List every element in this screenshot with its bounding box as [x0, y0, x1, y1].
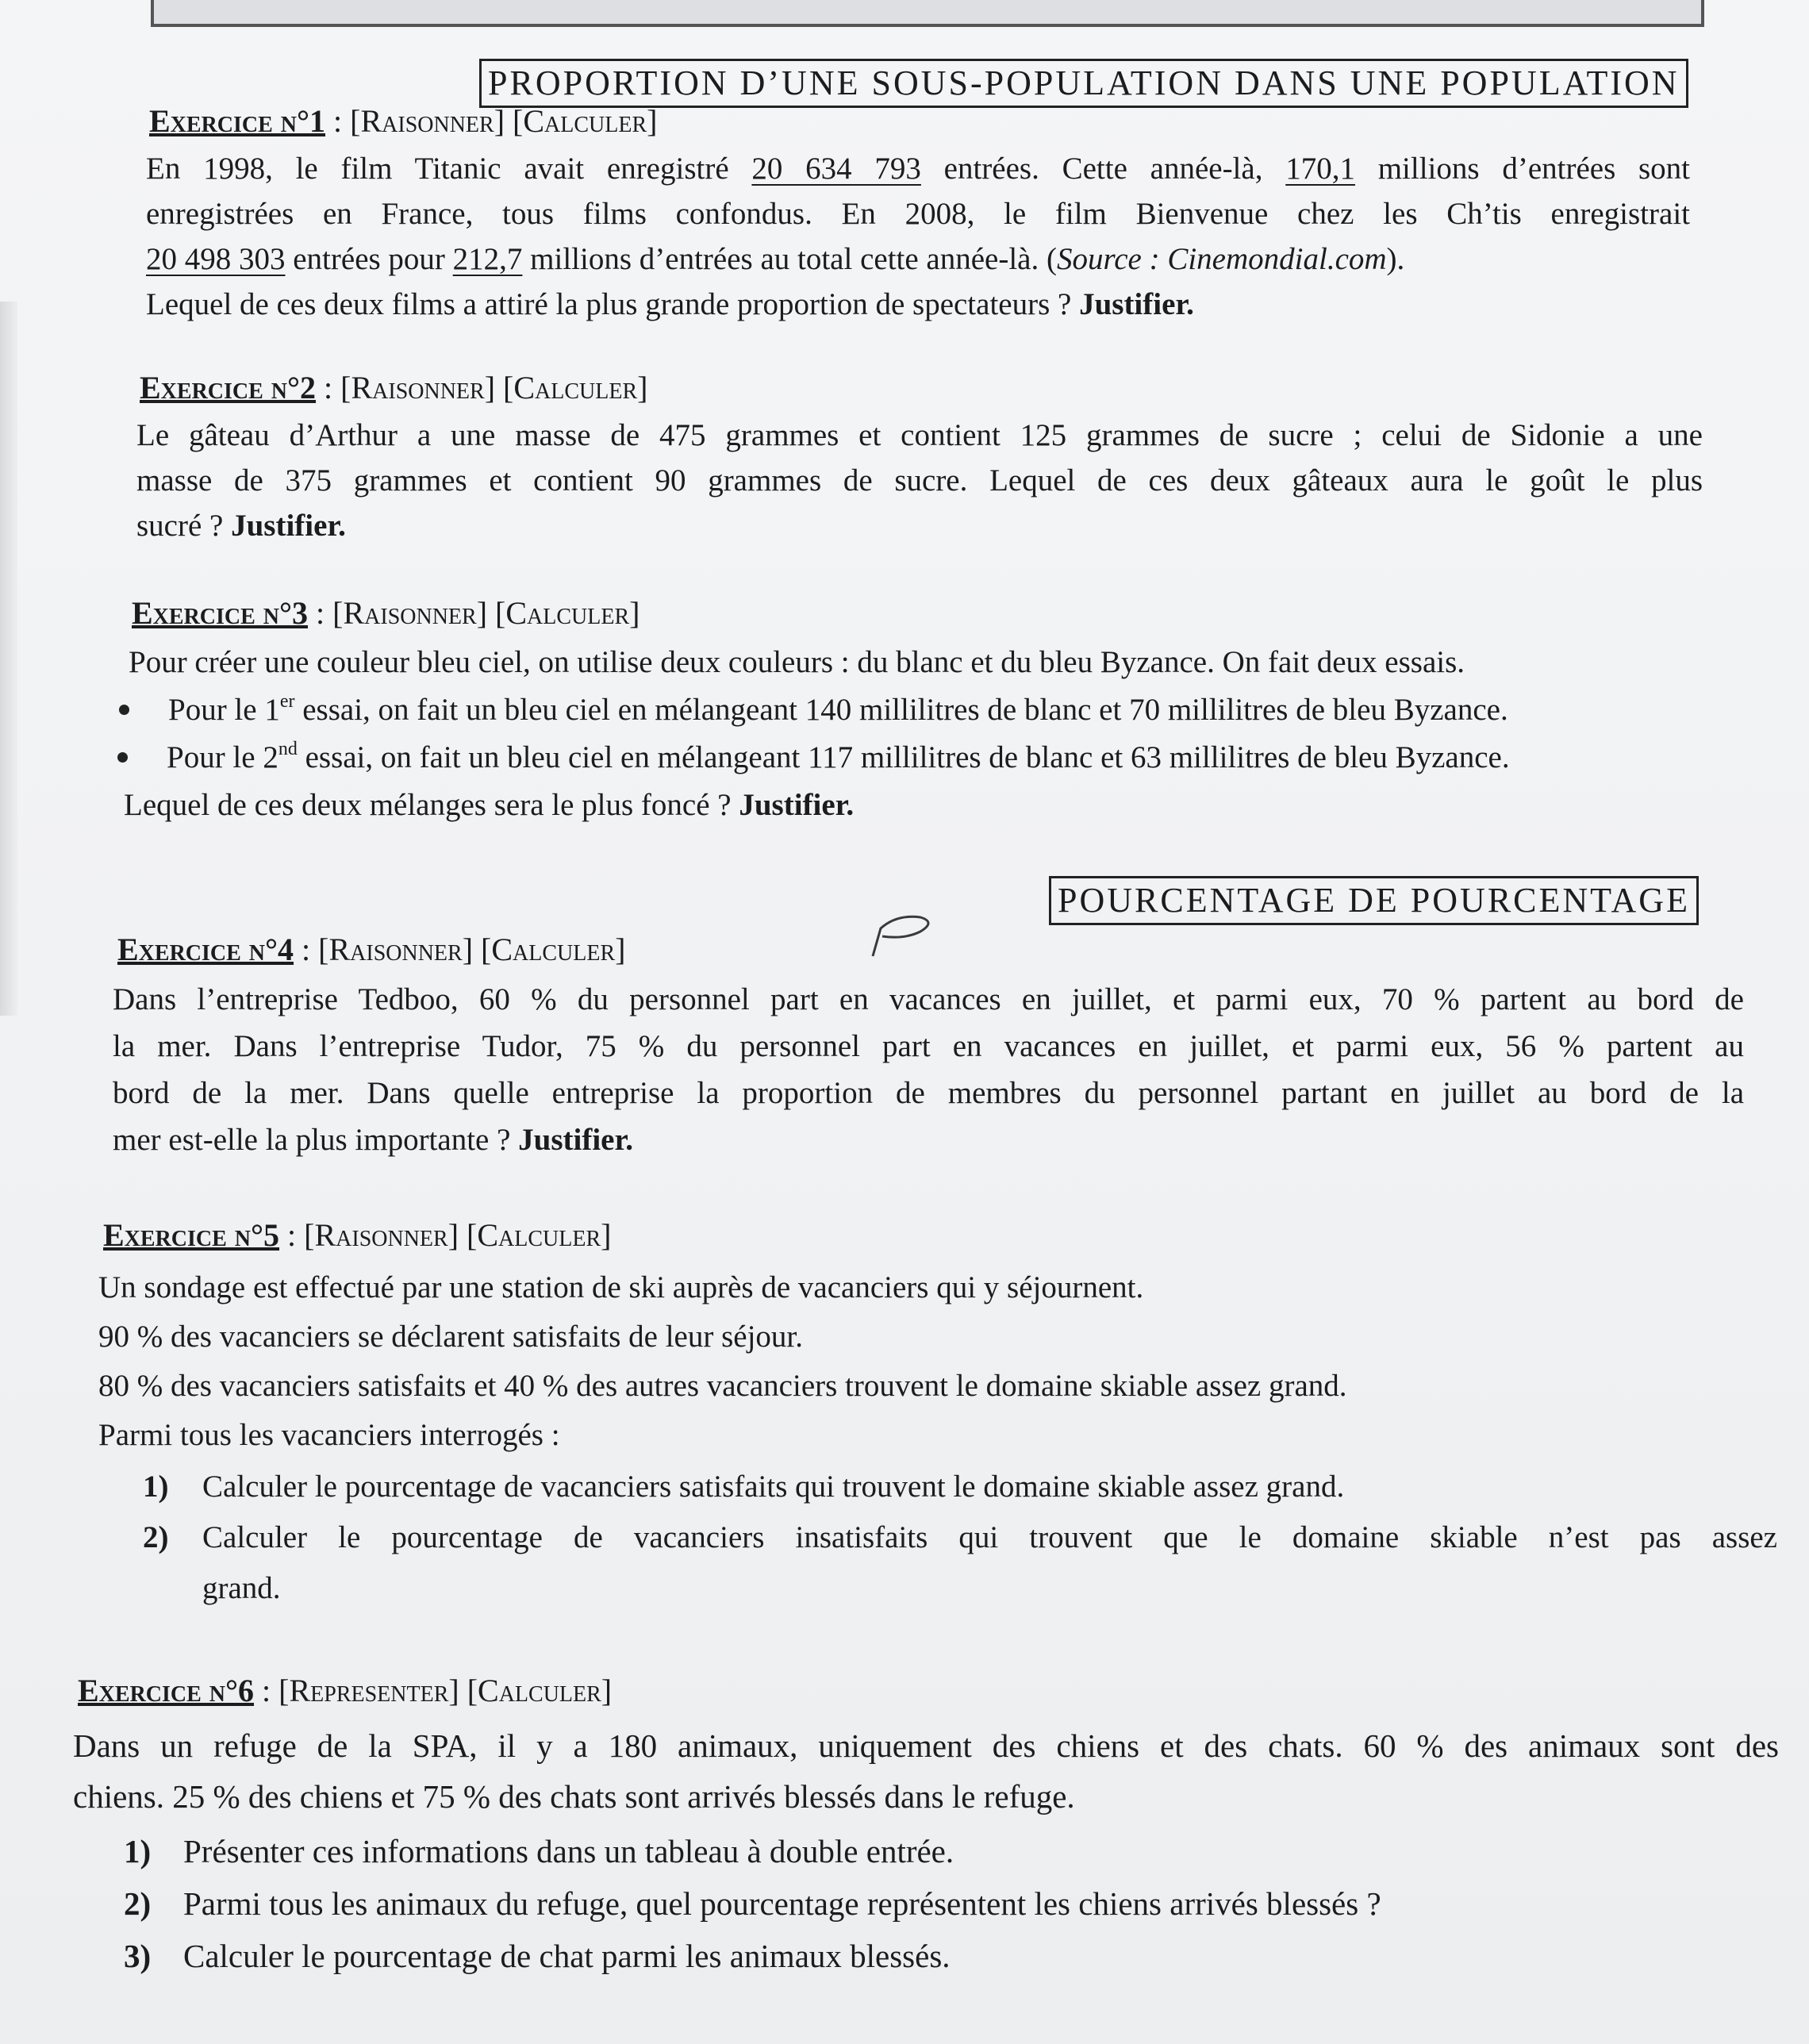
exercise-4-label: Exercice n°4: [117, 932, 294, 967]
exercise-3-title: [132, 595, 639, 632]
exercise-6-text: [73, 1720, 1779, 1822]
exercise-3-intro: Pour créer une couleur bleu ciel, on utilise deux couleurs : du blanc et du bleu Byzance. On fait deux essais.: [129, 645, 1465, 679]
top-frame: [151, 0, 1704, 27]
total-2008: 212,7: [452, 242, 523, 276]
ex1-line-2: enregistrées en France, tous films confondus. En 2008, le film Bienvenue chez les Ch’tis enregistrait: [146, 197, 1690, 231]
exercise-2-label: Exercice n°2: [140, 370, 317, 405]
ex1-line-1: En 1998, le film Titanic avait enregistré 20 634 793 entrées. Cette année-là, 170,1 millions d’entrées sont: [146, 152, 1691, 186]
bullet-dot: [119, 705, 129, 715]
ex6-line-1: Dans un refuge de la SPA, il y a 180 animaux, uniquement des chiens et des chats. 60 % des animaux sont des: [73, 1727, 1779, 1764]
ex1-line-3: 20 498 303 entrées pour 212,7 millions d’entrées au total cette année-là. (Source : Cinemondial.com).: [146, 242, 1405, 276]
list-item: 3) Calculer le pourcentage de chat parmi les animaux blessés.: [124, 1938, 951, 1974]
ex2-line-2: masse de 375 grammes et contient 90 grammes de sucre. Lequel de ces deux gâteaux aura le goût le plus: [136, 463, 1703, 498]
exercise-2-title: [140, 370, 647, 406]
ex4-line-2: la mer. Dans l’entreprise Tudor, 75 % du personnel part en vacances en juillet, et parmi eux, 56 % partent au: [113, 1029, 1744, 1063]
section-title-proportion: PROPORTION D’UNE SOUS-POPULATION DANS UNE POPULATION: [479, 59, 1688, 108]
ex6-line-2: chiens. 25 % des chiens et 75 % des chats sont arrivés blessés dans le refuge.: [73, 1778, 1075, 1815]
ex3-bullet-2: Pour le 2nd essai, on fait un bleu ciel en mélangeant 117 millilitres de blanc et 63 millilitres de bleu Byzance.: [167, 735, 1510, 780]
ex2-line-1: Le gâteau d’Arthur a une masse de 475 grammes et contient 125 grammes de sucre ; celui de Sidonie a une: [136, 418, 1703, 452]
total-1998: 170,1: [1285, 152, 1355, 186]
ex6-questions: [124, 1825, 1774, 1982]
exercise-6-label: Exercice n°6: [78, 1673, 255, 1708]
section-title-pourcentage: POURCENTAGE DE POURCENTAGE: [1049, 876, 1699, 925]
ex5-line-2: 90 % des vacanciers se déclarent satisfaits de leur séjour.: [98, 1320, 803, 1354]
exercise-2-text: [136, 413, 1703, 548]
exercise-5-tags: : [Raisonner] [Calculer]: [279, 1217, 612, 1253]
source: Source : Cinemondial.com: [1056, 242, 1387, 276]
exercise-6-tags: : [Representer] [Calculer]: [254, 1673, 613, 1708]
list-item: 2) Calculer le pourcentage de vacanciers insatisfaits qui trouvent que le domaine skiable n’est pas assez grand.: [143, 1520, 1777, 1605]
ex5-line-1: Un sondage est effectué par une station de ski auprès de vacanciers qui y séjournent.: [98, 1270, 1144, 1304]
ex1-question: Lequel de ces deux films a attiré la plus grande proportion de spectateurs ? Justifier.: [146, 287, 1194, 321]
exercise-1-label: Exercice n°1: [149, 103, 326, 139]
exercise-4-tags: : [Raisonner] [Calculer]: [294, 932, 626, 967]
titanic-entries: 20 634 793: [751, 152, 921, 186]
ex5-line-3: 80 % des vacanciers satisfaits et 40 % des autres vacanciers trouvent le domaine skiable assez grand.: [98, 1369, 1347, 1403]
exercise-5-title: [103, 1217, 611, 1254]
ex4-line-4: mer est-elle la plus importante ? Justifier.: [113, 1123, 633, 1157]
ex3-question: Lequel de ces deux mélanges sera le plus foncé ? Justifier.: [124, 788, 855, 822]
exercise-4-text: [113, 976, 1744, 1163]
ex4-line-3: bord de la mer. Dans quelle entreprise la proportion de membres du personnel partant en juillet au bord de la: [113, 1076, 1744, 1110]
list-item: 2) Parmi tous les animaux du refuge, quel pourcentage représentent les chiens arrivés blessés ?: [124, 1885, 1381, 1922]
exercise-4-title: [117, 932, 625, 968]
bullet-dot: [117, 752, 128, 763]
exercise-2-tags: : [Raisonner] [Calculer]: [316, 370, 648, 405]
ex3-bullet-1: Pour le 1er essai, on fait un bleu ciel en mélangeant 140 millilitres de blanc et 70 millilitres de bleu Byzance.: [168, 687, 1508, 732]
list-item: 1) Présenter ces informations dans un tableau à double entrée.: [124, 1833, 954, 1869]
pen-mark-icon: [865, 912, 944, 960]
binder-edge: [0, 302, 17, 1016]
exercise-3-label: Exercice n°3: [132, 595, 309, 631]
exercise-6-title: [78, 1673, 612, 1709]
chtis-entries: 20 498 303: [146, 242, 286, 276]
ex5-line-4: Parmi tous les vacanciers interrogés :: [98, 1418, 560, 1452]
exercise-5-label: Exercice n°5: [103, 1217, 280, 1253]
ex2-line-3: sucré ? Justifier.: [136, 509, 346, 543]
ex5-questions: [143, 1462, 1777, 1614]
ex4-line-1: Dans l’entreprise Tedboo, 60 % du personnel part en vacances en juillet, et parmi eux, 70 % partent au bord de: [113, 982, 1744, 1016]
exercise-1-title: [149, 103, 657, 140]
exercise-1-tags: : [Raisonner] [Calculer]: [325, 103, 658, 139]
list-item: 1) Calculer le pourcentage de vacanciers satisfaits qui trouvent le domaine skiable assez grand.: [143, 1470, 1345, 1504]
exercise-3-tags: : [Raisonner] [Calculer]: [308, 595, 640, 631]
exercise-5-text: [98, 1263, 1749, 1460]
exercise-1-text: [146, 146, 1690, 327]
